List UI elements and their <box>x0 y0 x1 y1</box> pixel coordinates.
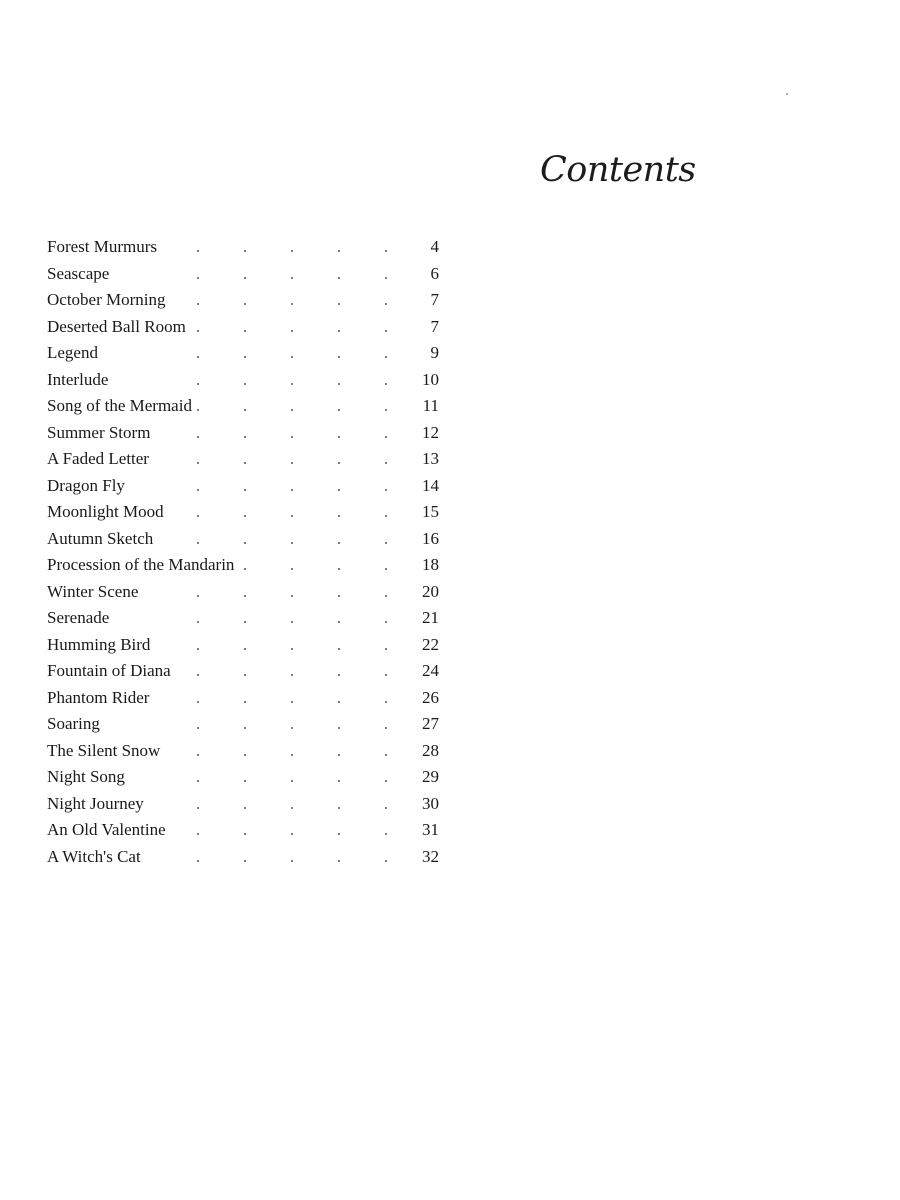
toc-entry[interactable] <box>47 287 439 314</box>
leader-dot <box>291 462 293 464</box>
leader-dot <box>338 807 340 809</box>
toc-entry[interactable] <box>47 791 439 818</box>
toc-entry-title: Seascape <box>47 261 113 288</box>
leader-dot <box>338 568 340 570</box>
leader-dot <box>338 277 340 279</box>
leader-dot <box>338 489 340 491</box>
leader-dot <box>197 754 199 756</box>
toc-entry-page-number: 31 <box>422 820 439 839</box>
leader-dot <box>338 595 340 597</box>
leader-dot <box>291 727 293 729</box>
leader-dot <box>244 595 246 597</box>
leader-dot <box>291 621 293 623</box>
toc-entry-page-number: 28 <box>422 740 439 760</box>
toc-entry-title: Serenade <box>47 605 113 632</box>
toc-entry-page-number: 16 <box>422 528 439 548</box>
leader-dot <box>385 860 387 862</box>
leader-dot <box>338 621 340 623</box>
toc-dot-leader <box>197 446 387 473</box>
toc-entry-title: Night Song <box>47 764 129 791</box>
leader-dot <box>244 489 246 491</box>
leader-dot <box>385 648 387 650</box>
leader-dot <box>244 462 246 464</box>
toc-entry[interactable] <box>47 314 439 341</box>
leader-dot <box>385 674 387 676</box>
toc-entry-title: October Morning <box>47 287 170 314</box>
leader-dot <box>385 409 387 411</box>
toc-entry[interactable] <box>47 526 439 553</box>
toc-entry[interactable] <box>47 473 439 500</box>
leader-dot <box>291 807 293 809</box>
leader-dot <box>244 542 246 544</box>
leader-dot <box>197 303 199 305</box>
toc-dot-leader <box>197 605 387 632</box>
leader-dot <box>385 807 387 809</box>
toc-dot-leader <box>197 791 387 818</box>
toc-entry[interactable] <box>47 552 439 579</box>
toc-entry[interactable] <box>47 340 439 367</box>
toc-entry-page-number: 24 <box>422 661 439 680</box>
toc-entry-title: Procession of the Mandarin <box>47 552 238 579</box>
leader-dot <box>197 436 199 438</box>
toc-entry-page-number: 22 <box>422 634 439 654</box>
leader-dot <box>385 833 387 835</box>
toc-entry-page-number: 10 <box>422 369 439 389</box>
leader-dot <box>244 383 246 385</box>
leader-dot <box>291 780 293 782</box>
leader-dot <box>291 648 293 650</box>
leader-dot <box>244 674 246 676</box>
leader-dot <box>197 383 199 385</box>
toc-dot-leader <box>197 817 387 844</box>
leader-dot <box>338 860 340 862</box>
leader-dot <box>197 489 199 491</box>
toc-entry[interactable] <box>47 764 439 791</box>
leader-dot <box>385 542 387 544</box>
leader-dot <box>244 356 246 358</box>
toc-entry-title: Legend <box>47 340 102 367</box>
leader-dot <box>385 568 387 570</box>
toc-entry-title: Phantom Rider <box>47 685 153 712</box>
leader-dot <box>338 542 340 544</box>
leader-dot <box>197 277 199 279</box>
leader-dot <box>338 515 340 517</box>
leader-dot <box>385 595 387 597</box>
toc-entry-page-number: 9 <box>430 343 439 362</box>
toc-entry-title: A Faded Letter <box>47 446 153 473</box>
leader-dot <box>291 436 293 438</box>
toc-entry-page-number: 27 <box>422 714 439 733</box>
toc-entry-page-number: 21 <box>422 608 439 627</box>
leader-dot <box>291 674 293 676</box>
leader-dot <box>197 515 199 517</box>
leader-dot <box>244 409 246 411</box>
toc-entry[interactable] <box>47 367 439 394</box>
leader-dot <box>197 807 199 809</box>
leader-dot <box>291 356 293 358</box>
leader-dot <box>338 436 340 438</box>
leader-dot <box>197 330 199 332</box>
leader-dot <box>244 250 246 252</box>
leader-dot <box>385 436 387 438</box>
leader-dot <box>197 727 199 729</box>
toc-entry-title: Deserted Ball Room <box>47 314 190 341</box>
leader-dot <box>244 833 246 835</box>
leader-dot <box>244 701 246 703</box>
leader-dot <box>197 701 199 703</box>
leader-dot <box>291 330 293 332</box>
toc-entry-title: Soaring <box>47 711 104 738</box>
toc-entry[interactable] <box>47 658 439 685</box>
leader-dot <box>244 621 246 623</box>
leader-dot <box>197 648 199 650</box>
leader-dot <box>338 462 340 464</box>
toc-entry-page-number: 18 <box>422 555 439 574</box>
toc-entry[interactable] <box>47 393 439 420</box>
leader-dot <box>385 277 387 279</box>
toc-dot-leader <box>197 658 387 685</box>
leader-dot <box>244 648 246 650</box>
toc-dot-leader <box>197 844 387 871</box>
toc-entry-title: Autumn Sketch <box>47 526 157 553</box>
leader-dot <box>385 250 387 252</box>
leader-dot <box>197 833 199 835</box>
page-title: Contents <box>540 150 696 190</box>
toc-entry-title: Summer Storm <box>47 420 154 447</box>
toc-entry-page-number: 11 <box>422 396 439 415</box>
toc-dot-leader <box>197 473 387 500</box>
leader-dot <box>291 595 293 597</box>
leader-dot <box>244 807 246 809</box>
toc-entry[interactable] <box>47 420 439 447</box>
leader-dot <box>338 754 340 756</box>
toc-entry-page-number: 14 <box>422 475 439 495</box>
leader-dot <box>338 833 340 835</box>
toc-entry-title: Fountain of Diana <box>47 658 175 685</box>
leader-dot <box>291 542 293 544</box>
toc-entry-page-number: 13 <box>422 449 439 468</box>
leader-dot <box>338 674 340 676</box>
leader-dot <box>385 780 387 782</box>
leader-dot <box>197 462 199 464</box>
leader-dot <box>291 515 293 517</box>
toc-entry[interactable] <box>47 632 439 659</box>
leader-dot <box>291 303 293 305</box>
leader-dot <box>385 727 387 729</box>
leader-dot <box>385 515 387 517</box>
toc-entry-title: The Silent Snow <box>47 738 164 765</box>
leader-dot <box>291 833 293 835</box>
leader-dot <box>385 701 387 703</box>
leader-dot <box>197 409 199 411</box>
toc-dot-leader <box>197 261 387 288</box>
toc-dot-leader <box>197 314 387 341</box>
leader-dot <box>197 780 199 782</box>
leader-dot <box>338 780 340 782</box>
toc-dot-leader <box>197 499 387 526</box>
toc-entry[interactable] <box>47 234 439 261</box>
leader-dot <box>338 701 340 703</box>
leader-dot <box>244 330 246 332</box>
leader-dot <box>338 250 340 252</box>
toc-entry[interactable] <box>47 499 439 526</box>
toc-entry[interactable] <box>47 817 439 844</box>
toc-entry-page-number: 7 <box>430 290 439 309</box>
toc-entry[interactable] <box>47 446 439 473</box>
leader-dot <box>291 701 293 703</box>
leader-dot <box>244 860 246 862</box>
toc-entry-title: An Old Valentine <box>47 817 170 844</box>
toc-entry-title: Dragon Fly <box>47 473 129 500</box>
toc-dot-leader <box>197 632 387 659</box>
toc-dot-leader <box>197 287 387 314</box>
leader-dot <box>291 754 293 756</box>
leader-dot <box>244 754 246 756</box>
leader-dot <box>244 436 246 438</box>
toc-dot-leader <box>197 340 387 367</box>
leader-dot <box>385 356 387 358</box>
toc-entry-title: Interlude <box>47 367 112 394</box>
leader-dot <box>197 542 199 544</box>
toc-dot-leader <box>197 234 387 261</box>
leader-dot <box>385 462 387 464</box>
leader-dot <box>197 356 199 358</box>
leader-dot <box>244 515 246 517</box>
toc-entry-page-number: 29 <box>422 767 439 786</box>
toc-entry-title: Song of the Mermaid <box>47 393 196 420</box>
toc-entry[interactable] <box>47 685 439 712</box>
leader-dot <box>197 621 199 623</box>
toc-entry-title: Night Journey <box>47 791 148 818</box>
leader-dot <box>291 277 293 279</box>
toc-dot-leader <box>197 420 387 447</box>
toc-entry-page-number: 30 <box>422 793 439 813</box>
toc-entry[interactable] <box>47 579 439 606</box>
leader-dot <box>338 356 340 358</box>
toc-dot-leader <box>197 764 387 791</box>
scan-speck <box>786 93 788 95</box>
toc-entry-title: A Witch's Cat <box>47 844 145 871</box>
leader-dot <box>244 277 246 279</box>
leader-dot <box>197 860 199 862</box>
leader-dot <box>338 648 340 650</box>
leader-dot <box>244 303 246 305</box>
toc-entry-page-number: 7 <box>430 316 439 336</box>
leader-dot <box>197 595 199 597</box>
leader-dot <box>338 727 340 729</box>
leader-dot <box>385 303 387 305</box>
leader-dot <box>291 568 293 570</box>
toc-entry-page-number: 6 <box>430 263 439 283</box>
toc-entry-page-number: 20 <box>422 581 439 601</box>
toc-dot-leader <box>197 738 387 765</box>
leader-dot <box>338 303 340 305</box>
leader-dot <box>338 330 340 332</box>
leader-dot <box>197 250 199 252</box>
leader-dot <box>291 489 293 491</box>
leader-dot <box>244 727 246 729</box>
leader-dot <box>291 409 293 411</box>
leader-dot <box>385 330 387 332</box>
leader-dot <box>385 489 387 491</box>
leader-dot <box>291 860 293 862</box>
leader-dot <box>291 250 293 252</box>
toc-dot-leader <box>197 367 387 394</box>
toc-entry-title: Winter Scene <box>47 579 142 606</box>
toc-entry[interactable] <box>47 605 439 632</box>
toc-entry-title: Forest Murmurs <box>47 234 161 261</box>
toc-entry[interactable] <box>47 844 439 871</box>
toc-entry[interactable] <box>47 261 439 288</box>
toc-dot-leader <box>197 526 387 553</box>
toc-entry-page-number: 4 <box>430 237 439 256</box>
leader-dot <box>385 621 387 623</box>
leader-dot <box>385 754 387 756</box>
toc-entry-title: Moonlight Mood <box>47 499 168 526</box>
toc-dot-leader <box>197 711 387 738</box>
toc-entry-title: Humming Bird <box>47 632 154 659</box>
leader-dot <box>338 409 340 411</box>
table-of-contents <box>47 234 439 870</box>
toc-entry-page-number: 15 <box>422 502 439 521</box>
toc-entry[interactable] <box>47 738 439 765</box>
toc-entry[interactable] <box>47 711 439 738</box>
toc-dot-leader <box>197 579 387 606</box>
toc-entry-page-number: 12 <box>422 422 439 442</box>
toc-dot-leader <box>197 685 387 712</box>
leader-dot <box>197 674 199 676</box>
leader-dot <box>244 780 246 782</box>
toc-dot-leader <box>197 393 387 420</box>
leader-dot <box>291 383 293 385</box>
leader-dot <box>385 383 387 385</box>
toc-entry-page-number: 32 <box>422 846 439 866</box>
toc-entry-page-number: 26 <box>422 687 439 707</box>
leader-dot <box>244 568 246 570</box>
leader-dot <box>338 383 340 385</box>
